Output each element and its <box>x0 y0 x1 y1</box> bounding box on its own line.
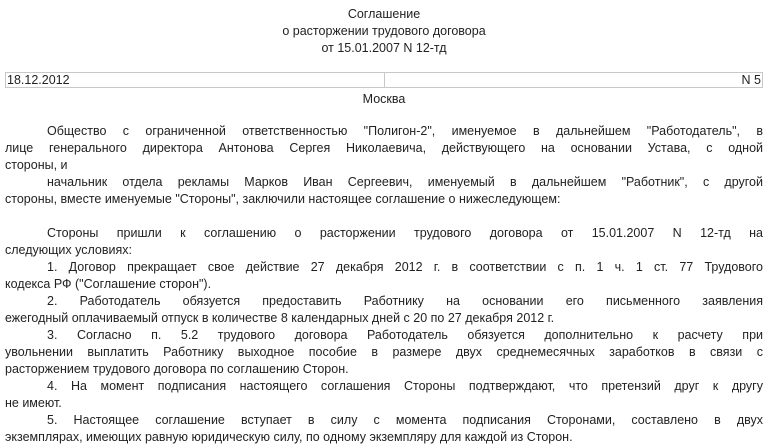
paragraph-line: 1. Договор прекращает свое действие 27 декабря 2012 г. в соответствии с п. 1 ч. 1 ст. 77 Трудового <box>47 260 763 274</box>
document-body <box>5 123 763 446</box>
paragraph-line: увольнении выплатить Работнику выходное пособие в размере двух среднемесячных заработков в связи с <box>5 345 763 359</box>
document-city: Москва <box>362 92 406 106</box>
paragraph-line: 3. Согласно п. 5.2 трудового договора Работодатель обязуется дополнительно к расчету при <box>47 328 763 342</box>
paragraph <box>5 293 763 327</box>
document-title: Соглашение <box>347 7 421 21</box>
paragraph-line: следующих условиях: <box>5 243 132 257</box>
document-reference: от 15.01.2007 N 12-тд <box>321 41 447 55</box>
paragraph-line: 4. На момент подписания настоящего соглашения Стороны подтверждают, что претензий друг к другу <box>47 379 763 393</box>
paragraph-line: стороны, и <box>5 158 68 172</box>
paragraph <box>5 259 763 293</box>
document-number: N 5 <box>384 73 763 87</box>
paragraph-line: стороны, вместе именуемые "Стороны", заключили настоящее соглашение о нижеследующем: <box>5 192 561 206</box>
paragraph-line: ежегодный оплачиваемый отпуск в количестве 8 календарных дней с 20 по 27 декабря 2012 г. <box>5 311 555 325</box>
paragraph <box>5 225 763 259</box>
paragraph <box>5 378 763 412</box>
paragraph-line: Общество с ограниченной ответственностью "Полигон-2", именуемое в дальнейшем "Работодатель", в <box>47 124 763 138</box>
paragraph-line: не имеют. <box>5 396 62 410</box>
blank-line <box>5 208 763 225</box>
paragraph-line: 5. Настоящее соглашение вступает в силу с момента подписания Сторонами, составлено в двух <box>47 413 763 427</box>
paragraph <box>5 327 763 378</box>
paragraph-line: 2. Работодатель обязуется предоставить Работнику на основании его письменного заявления <box>47 294 763 308</box>
paragraph-line: кодекса РФ ("Соглашение сторон"). <box>5 277 212 291</box>
paragraph <box>5 412 763 446</box>
paragraph-line: экземплярах, имеющих равную юридическую силу, по одному экземпляру для каждой из Сторон. <box>5 430 573 444</box>
paragraph <box>5 174 763 208</box>
paragraph-line: лице генерального директора Антонова Сергея Николаевича, действующего на основании Устава, с одной <box>5 141 763 155</box>
document-date: 18.12.2012 <box>7 73 70 87</box>
document-subtitle: о расторжении трудового договора <box>282 24 486 38</box>
paragraph-line: Стороны пришли к соглашению о расторжении трудового договора от 15.01.2007 N 12-тд на <box>47 226 763 240</box>
paragraph-line: начальник отдела рекламы Марков Иван Сергеевич, именуемый в дальнейшем "Работник", с другой <box>47 175 763 189</box>
paragraph <box>5 123 763 174</box>
date-number-table <box>5 72 763 88</box>
paragraph-line: расторжением трудового договора по соглашению Сторон. <box>5 362 349 376</box>
